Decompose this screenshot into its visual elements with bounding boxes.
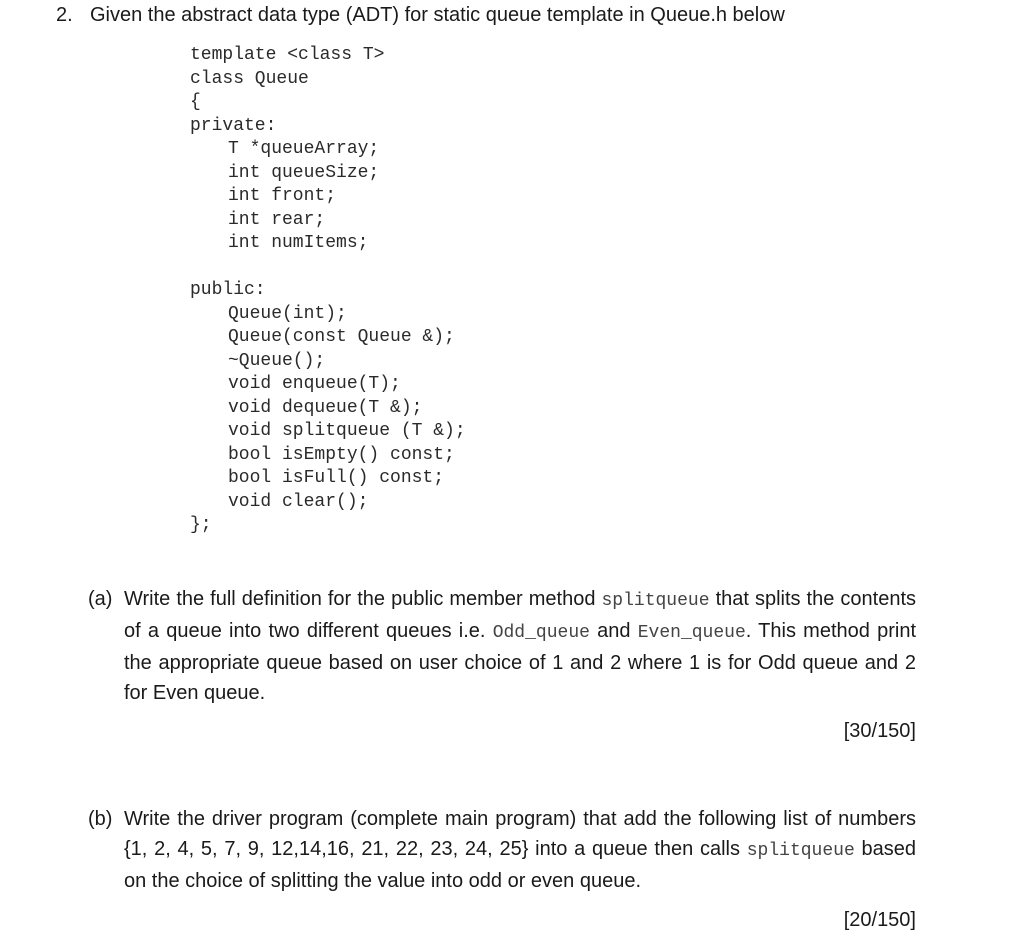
question-heading — [56, 2, 785, 28]
code-line-open-brace: { — [190, 92, 201, 112]
question-number: 2. — [56, 4, 73, 26]
code-line-closing: }; — [190, 515, 212, 535]
queue-header-code — [190, 44, 466, 538]
part-a-text-2: that splits the contents of a queue into two different queues i.e. — [124, 588, 917, 642]
part-a — [88, 584, 916, 708]
part-b-text-2: based on the choice of splitting the value into odd or even queue. — [124, 838, 916, 892]
part-b-marks: [20/150] — [843, 909, 916, 931]
part-b-text — [124, 804, 916, 896]
code-line-public-label: public: — [190, 280, 266, 300]
part-a-text-4: . This method print the appropriate queue based on user choice of 1 and 2 where 1 is for Odd queue and 2 for Even queue. — [124, 620, 917, 704]
code-line-rear: int rear; — [228, 209, 326, 230]
question-heading-text: Given the abstract data type (ADT) for static queue template in Queue.h below — [90, 4, 785, 26]
code-line-template: template <class T> — [190, 45, 385, 65]
code-line-num-items: int numItems; — [228, 233, 369, 253]
code-line-queue-size: int queueSize; — [228, 162, 380, 183]
code-line-front: int front; — [228, 186, 337, 206]
code-line-is-full: bool isFull() const; — [228, 468, 445, 488]
code-line-dequeue: void dequeue(T &); — [228, 397, 423, 418]
part-a-code-odd-queue: Odd_queue — [492, 623, 590, 643]
part-a-code-splitqueue: splitqueue — [601, 591, 710, 611]
part-a-text-3: and — [589, 620, 638, 642]
part-b — [88, 804, 916, 896]
part-a-text-1: Write the full definition for the public member method — [124, 588, 602, 610]
part-a-text — [124, 584, 916, 708]
part-b-label: (b) — [88, 808, 113, 830]
code-line-queue-array: T *queueArray; — [228, 139, 380, 159]
code-line-destructor: ~Queue(); — [228, 350, 326, 371]
code-line-private-label: private: — [190, 115, 277, 136]
code-line-is-empty: bool isEmpty() const; — [228, 444, 455, 465]
code-line-splitqueue: void splitqueue (T &); — [228, 421, 466, 441]
part-b-code-splitqueue: splitqueue — [746, 841, 855, 861]
code-line-enqueue: void enqueue(T); — [228, 374, 401, 394]
part-a-marks: [30/150] — [843, 720, 916, 742]
code-line-class: class Queue — [190, 68, 309, 89]
part-a-label: (a) — [88, 588, 113, 610]
code-line-constructor: Queue(int); — [228, 303, 347, 324]
part-a-code-even-queue: Even_queue — [637, 623, 746, 643]
part-b-text-1: Write the driver program (complete main program) that add the following list of numbers {1, 2, 4, 5, 7, 9, 12,14,16, 21, 22, 23, 24, 25} into a queue then calls — [124, 808, 916, 860]
code-blank-line — [190, 256, 466, 280]
code-line-copy-constructor: Queue(const Queue &); — [228, 327, 455, 347]
code-line-clear: void clear(); — [228, 491, 369, 512]
